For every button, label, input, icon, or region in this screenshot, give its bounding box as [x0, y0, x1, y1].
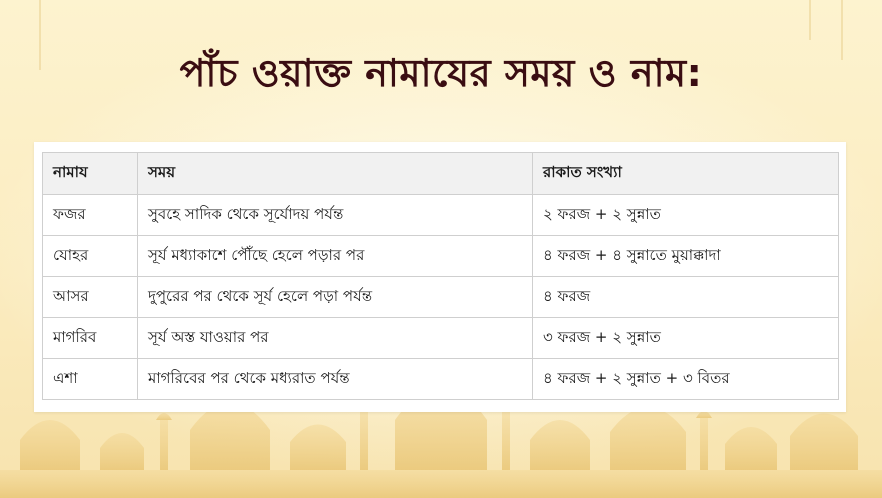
cell-prayer-name: এশা [43, 359, 138, 400]
cell-rakat-count: ৪ ফরজ + ২ সুন্নাত + ৩ বিতর [533, 359, 839, 400]
prayer-times-table [42, 152, 839, 400]
cell-rakat-count: ৩ ফরজ + ২ সুন্নাত [533, 318, 839, 359]
cell-rakat-count: ৪ ফরজ [533, 277, 839, 318]
header-rakat-count: রাকাত সংখ্যা [533, 153, 839, 195]
header-time: সময় [138, 153, 533, 195]
cell-prayer-time: মাগরিবের পর থেকে মধ্যরাত পর্যন্ত [138, 359, 533, 400]
table-row [43, 195, 839, 236]
cell-prayer-name: যোহর [43, 236, 138, 277]
cell-prayer-name: ফজর [43, 195, 138, 236]
cell-rakat-count: ২ ফরজ + ২ সুন্নাত [533, 195, 839, 236]
cell-prayer-time: সূর্য অস্ত যাওয়ার পর [138, 318, 533, 359]
table-row [43, 318, 839, 359]
cell-prayer-time: সূর্য মধ্যাকাশে পৌঁছে হেলে পড়ার পর [138, 236, 533, 277]
table-header-row [43, 153, 839, 195]
table-row [43, 236, 839, 277]
cell-rakat-count: ৪ ফরজ + ৪ সুন্নাতে মুয়াক্কাদা [533, 236, 839, 277]
table-row [43, 277, 839, 318]
page-title: পাঁচ ওয়াক্ত নামাযের সময় ও নাম: [179, 51, 703, 95]
cell-prayer-time: দুপুরের পর থেকে সূর্য হেলে পড়া পর্যন্ত [138, 277, 533, 318]
cell-prayer-time: সুবহে সাদিক থেকে সূর্যোদয় পর্যন্ত [138, 195, 533, 236]
cell-prayer-name: মাগরিব [43, 318, 138, 359]
table-row [43, 359, 839, 400]
header-prayer: নামায [43, 153, 138, 195]
prayer-table-card [34, 142, 846, 412]
cell-prayer-name: আসর [43, 277, 138, 318]
